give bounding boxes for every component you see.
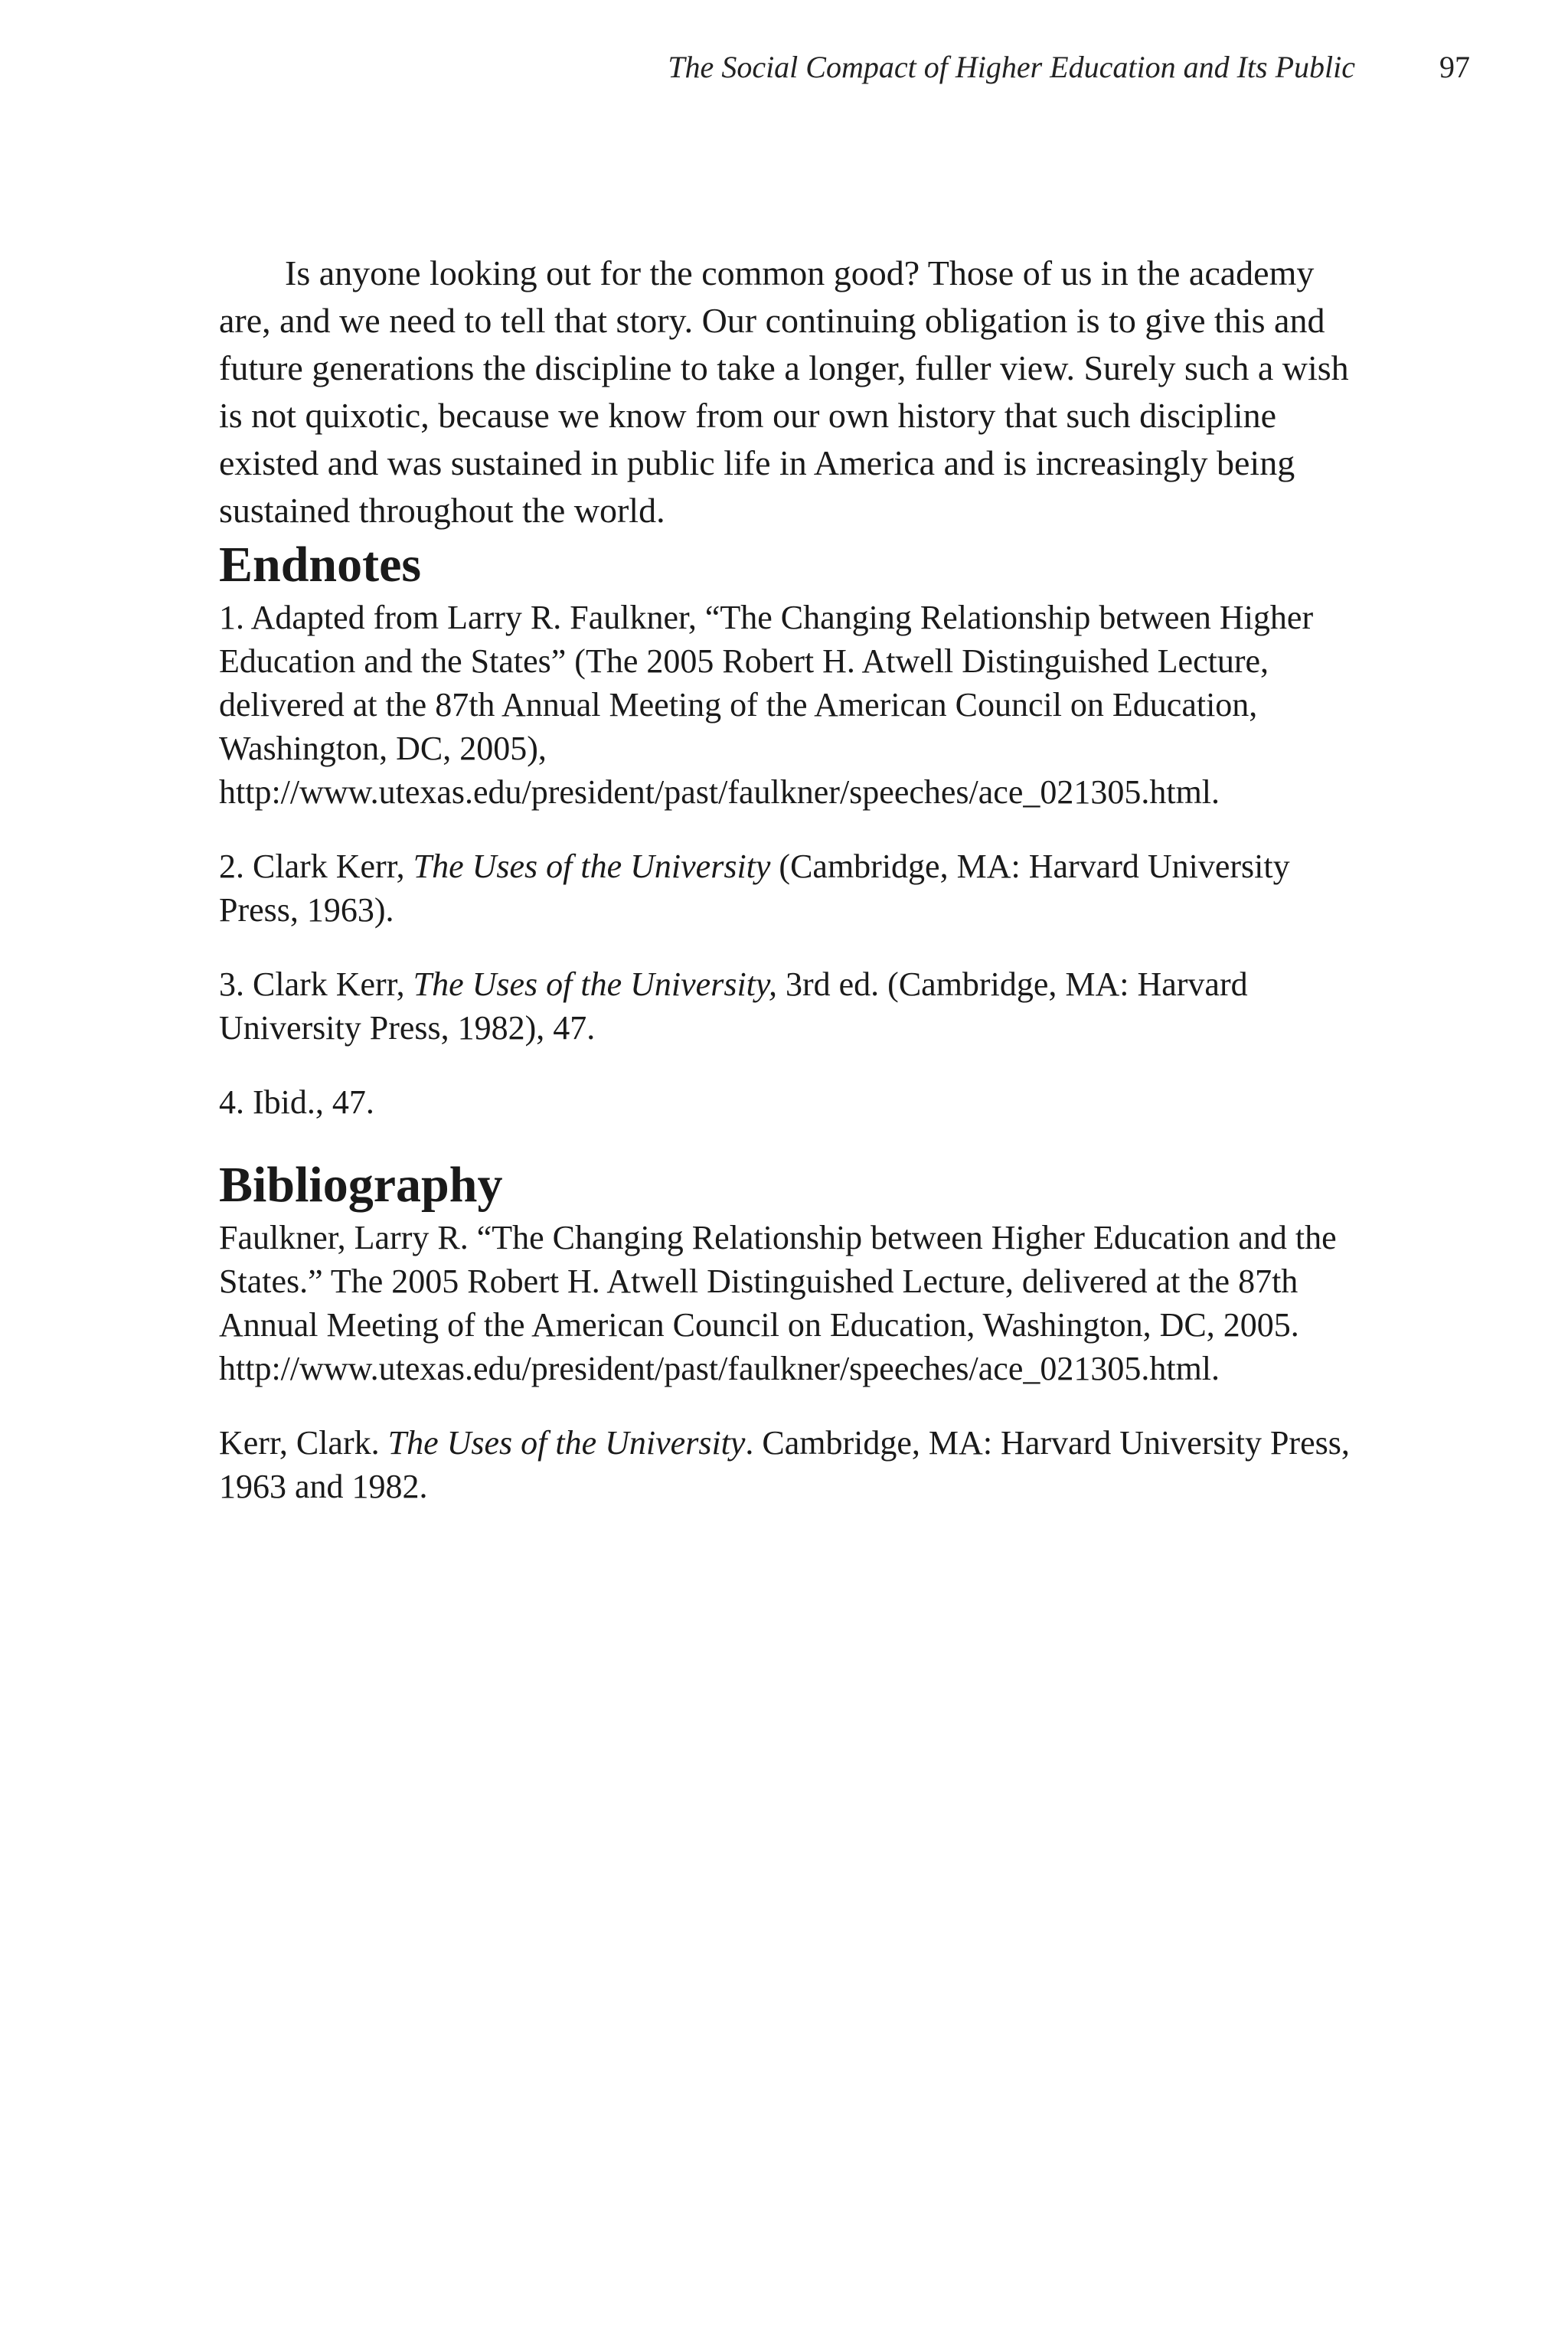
endnotes-heading: Endnotes — [219, 537, 422, 593]
endnote-title: The Uses of the University — [413, 848, 771, 885]
endnote-text: 4. Ibid., 47. — [219, 1083, 374, 1121]
page-content — [219, 250, 1352, 1539]
bibliography-entry-1 — [219, 1216, 1352, 1390]
bib-text: Kerr, Clark. — [219, 1424, 388, 1462]
bib-title: The Uses of the University — [387, 1424, 746, 1462]
endnote-text-after: 3rd ed. (Cambridge, MA: Harvard University Press, 1982), 47. — [219, 965, 1248, 1047]
endnote-text-after: (Cambridge, MA: Harvard University Press, 1963). — [219, 848, 1290, 929]
bibliography-heading: Bibliography — [219, 1157, 503, 1213]
endnote-text: 2. Clark Kerr, — [219, 848, 413, 885]
bibliography-entry-2 — [219, 1421, 1352, 1508]
endnote-text: 1. Adapted from Larry R. Faulkner, “The Changing Relationship between Higher Education and the States” (The 2005 Robert H. Atwell Distinguished Lecture, delivered at the 87th Annual Meeting of the American Council on Education, Washington, DC, 2005), http://www.utexas.edu/president/past/faulkner/speeches/ace_021305.html. — [219, 599, 1314, 811]
bib-text-after: . Cambridge, MA: Harvard University Press, 1963 and 1982. — [219, 1424, 1350, 1505]
endnote-4 — [219, 1080, 1352, 1124]
endnote-text: 3. Clark Kerr, — [219, 965, 413, 1003]
endnote-3 — [219, 962, 1352, 1050]
endnote-title: The Uses of the University, — [413, 965, 777, 1003]
body-paragraph: Is anyone looking out for the common good? Those of us in the academy are, and we need to tell that story. Our continuing obligation is to give this and future generations the discipline to take a longer, fuller view. Surely such a wish is not quixotic, because we know from our own history that such discipline existed and was sustained in public life in America and is increasingly being sustained throughout the world. — [219, 253, 1349, 530]
page-number: 97 — [1439, 50, 1470, 84]
running-head: The Social Compact of Higher Education and Its Public — [668, 50, 1355, 84]
endnote-2 — [219, 844, 1352, 932]
bibliography-list — [219, 1216, 1352, 1508]
bib-text: Faulkner, Larry R. “The Changing Relationship between Higher Education and the States.” The 2005 Robert H. Atwell Distinguished Lecture, delivered at the 87th Annual Meeting of the American Council on Education, Washington, DC, 2005. http://www.utexas.edu/president/past/faulkner/speeches/ace_021305.html. — [219, 1219, 1337, 1387]
endnotes-list — [219, 596, 1352, 1124]
endnote-1 — [219, 596, 1352, 814]
